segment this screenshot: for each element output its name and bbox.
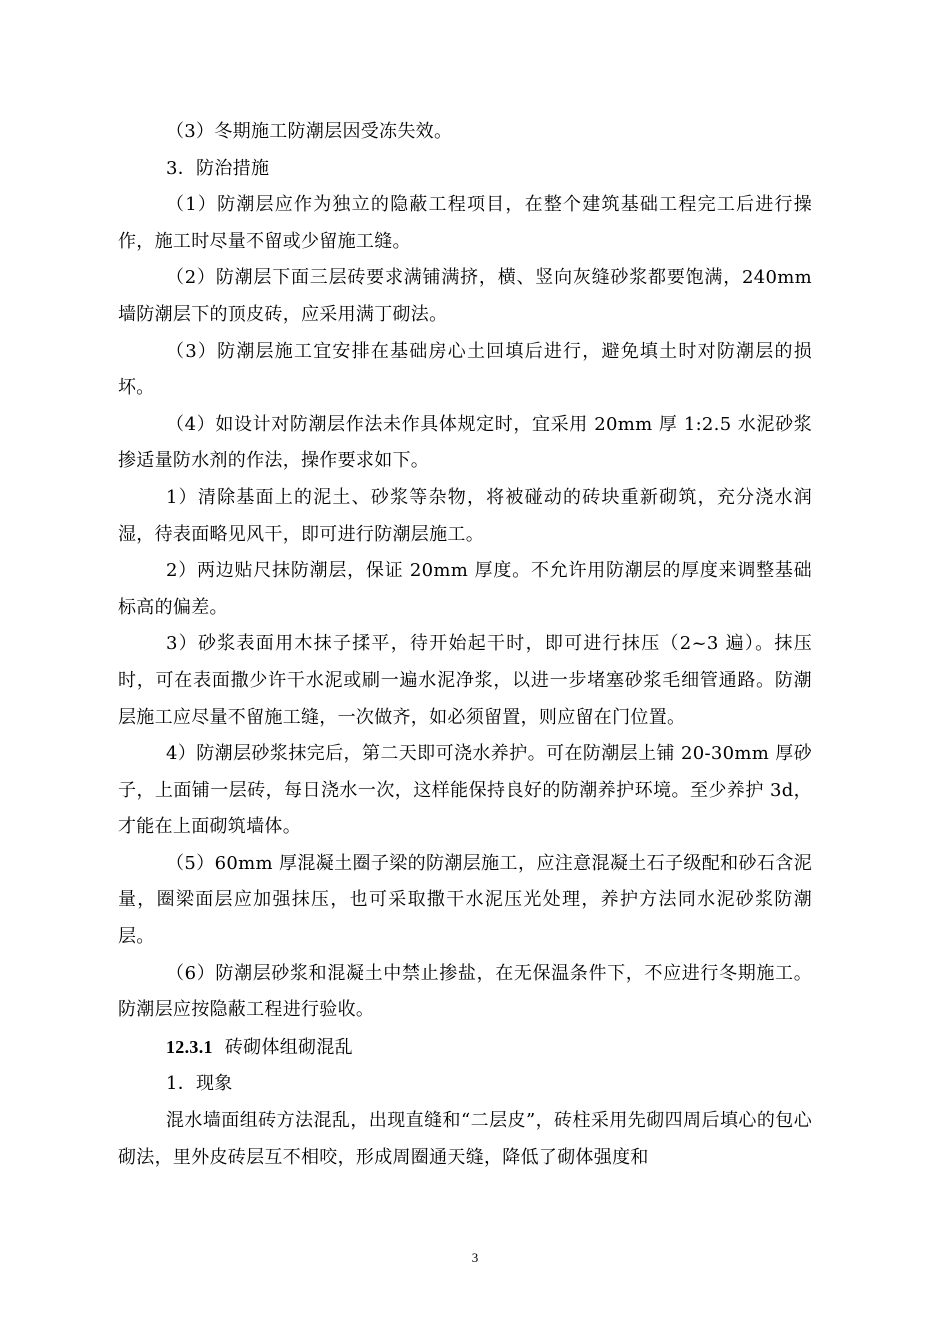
paragraph-measure-1: （1）防潮层应作为独立的隐蔽工程项目，在整个建筑基础工程完工后进行操作，施工时尽量不留或少留施工缝。	[118, 194, 812, 252]
paragraph-step-3: 3）砂浆表面用木抹子揉平，待开始起干时，即可进行抹压（2~3 遍）。抹压时，可在表面撒少许干水泥或刷一遍水泥净浆，以进一步堵塞砂浆毛细管通路。防潮层施工应尽量不留施工缝，一次做齐，如必须留置，则应留在门位置。	[118, 633, 812, 728]
paragraph-measure-3: （3）防潮层施工宜安排在基础房心土回填后进行，避免填土时对防潮层的损坏。	[118, 340, 812, 399]
page-body	[118, 114, 812, 1176]
heading-prevention-measures: 3．防治措施	[166, 157, 270, 179]
paragraph-measure-2: （2）防潮层下面三层砖要求满铺满挤，横、竖向灰缝砂浆都要饱满，240mm 墙防潮层下的顶皮砖，应采用满丁砌法。	[118, 267, 812, 325]
page-number: 3	[471, 1250, 479, 1265]
paragraph-phenomenon: 混水墙面组砖方法混乱，出现直缝和“二层皮”，砖柱采用先砌四周后填心的包心砌法，里外皮砖层互不相咬，形成周圈通天缝，降低了砌体强度和	[118, 1110, 812, 1168]
section-heading	[118, 1029, 812, 1067]
paragraph-step-1: 1）清除基面上的泥土、砂浆等杂物，将被碰动的砖块重新砌筑，充分浇水润湿，待表面略见风干，即可进行防潮层施工。	[118, 486, 812, 545]
section-title: 砖砌体组砌混乱	[224, 1036, 353, 1058]
paragraph-step-4: 4）防潮层砂浆抹完后，第二天即可浇水养护。可在防潮层上铺 20-30mm 厚砂子，上面铺一层砖，每日浇水一次，这样能保持良好的防潮养护环境。至少养护 3d，才能在上面砌筑墙体。	[118, 743, 812, 838]
paragraph-measure-5: （5）60mm 厚混凝土圈子梁的防潮层施工，应注意混凝土石子级配和砂石含泥量，圈梁面层应加强抹压，也可采取撒干水泥压光处理，养护方法同水泥砂浆防潮层。	[118, 852, 812, 948]
paragraph-measure-6: （6）防潮层砂浆和混凝土中禁止掺盐，在无保温条件下，不应进行冬期施工。防潮层应按隐蔽工程进行验收。	[118, 962, 812, 1021]
paragraph-frost-failure: （3）冬期施工防潮层因受冻失效。	[166, 121, 453, 142]
paragraph-measure-4: （4）如设计对防潮层作法未作具体规定时，宜采用 20mm 厚 1:2.5 水泥砂浆掺适量防水剂的作法，操作要求如下。	[118, 413, 812, 472]
heading-phenomenon: 1．现象	[166, 1073, 233, 1095]
section-number: 12.3.1	[166, 1036, 213, 1057]
paragraph-step-2: 2）两边贴尺抹防潮层，保证 20mm 厚度。不允许用防潮层的厚度来调整基础标高的偏差。	[118, 560, 812, 618]
